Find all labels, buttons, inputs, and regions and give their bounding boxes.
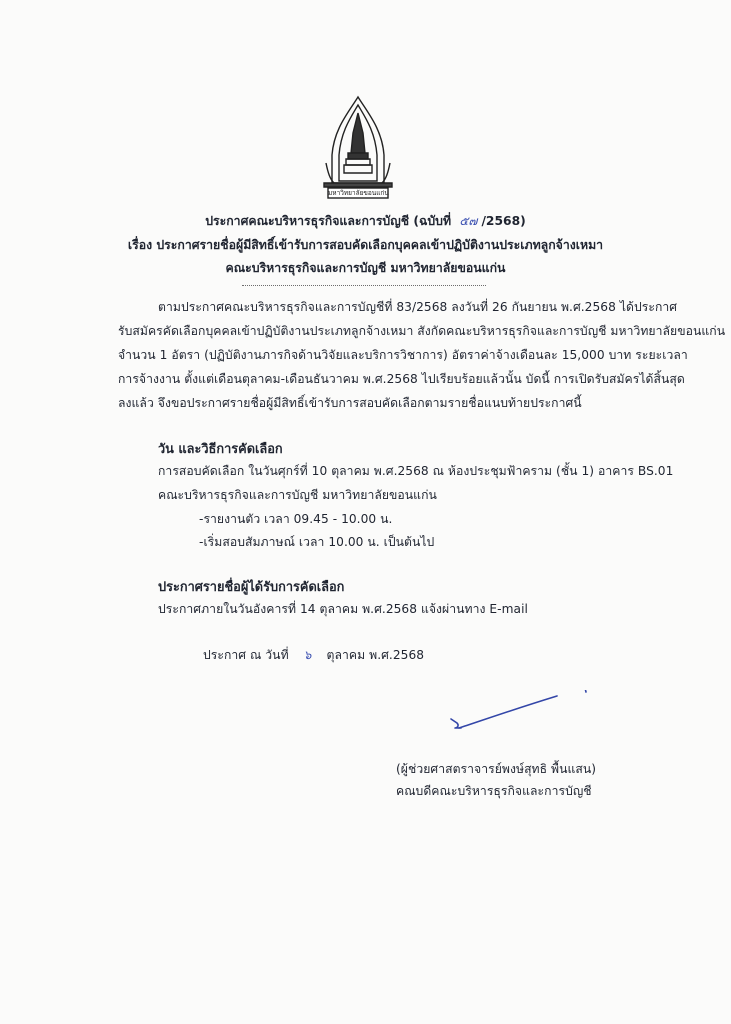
intro-line: จำนวน 1 อัตรา (ปฏิบัติงานภารกิจด้านวิจัยและบริการวิชาการ) อัตราค่าจ้างเดือนละ 15,000 บาท ระยะเวลา	[118, 348, 688, 362]
header-divider	[242, 285, 486, 286]
intro-line: ตามประกาศคณะบริหารธุรกิจและการบัญชีที่ 83/2568 ลงวันที่ 26 กันยายน พ.ศ.2568 ได้ประกาศ	[158, 300, 678, 314]
selection-line: การสอบคัดเลือก ในวันศุกร์ที่ 10 ตุลาคม พ.ศ.2568 ณ ห้องประชุมฟ้าคราม (ชั้น 1) อาคาร BS.01	[158, 464, 674, 478]
date-suffix: ตุลาคม พ.ศ.2568	[326, 648, 425, 662]
signatory-title: คณบดีคณะบริหารธุรกิจและการบัญชี	[396, 784, 592, 798]
selection-item-interview: -เริ่มสอบสัมภาษณ์ เวลา 10.00 น. เป็นต้นไป	[199, 535, 435, 549]
intro-line: รับสมัครคัดเลือกบุคคลเข้าปฏิบัติงานประเภทลูกจ้างเหมา สังกัดคณะบริหารธุรกิจและการบัญชี มหาวิทยาลัยขอนแก่น	[118, 324, 726, 338]
announce-date	[203, 646, 424, 665]
header-title-prefix: ประกาศคณะบริหารธุรกิจและการบัญชี (ฉบับที่	[205, 214, 452, 228]
selection-title: วัน และวิธีการคัดเลือก	[158, 442, 283, 457]
logo-caption: มหาวิทยาลัยขอนแก่น	[328, 189, 389, 197]
date-day: ๖	[303, 648, 312, 662]
header-line-1	[0, 212, 731, 231]
university-seal-icon	[322, 93, 394, 201]
announce-line: ประกาศภายในวันอังคารที่ 14 ตุลาคม พ.ศ.2568 แจ้งผ่านทาง E-mail	[158, 602, 528, 616]
header-subject: เรื่อง ประกาศรายชื่อผู้มีสิทธิ์เข้ารับการสอบคัดเลือกบุคคลเข้าปฏิบัติงานประเภทลูกจ้างเหมา	[127, 238, 604, 252]
header-title-suffix: /2568)	[481, 214, 526, 228]
issue-number: ๕๗	[459, 214, 478, 228]
intro-line: ลงแล้ว จึงขอประกาศรายชื่อผู้มีสิทธิ์เข้ารับการสอบคัดเลือกตามรายชื่อแนบท้ายประกาศนี้	[118, 396, 582, 410]
header-faculty: คณะบริหารธุรกิจและการบัญชี มหาวิทยาลัยขอนแก่น	[225, 261, 506, 275]
handwritten-signature	[445, 690, 595, 738]
signatory-name: (ผู้ช่วยศาสตราจารย์พงษ์สุทธิ พื้นแสน)	[396, 762, 597, 776]
selection-line: คณะบริหารธุรกิจและการบัญชี มหาวิทยาลัยขอนแก่น	[158, 488, 437, 502]
selection-item-report: -รายงานตัว เวลา 09.45 - 10.00 น.	[199, 512, 393, 526]
date-prefix: ประกาศ ณ วันที่	[203, 648, 289, 662]
announce-title: ประกาศรายชื่อผู้ได้รับการคัดเลือก	[158, 580, 345, 595]
intro-line: การจ้างงาน ตั้งแต่เดือนตุลาคม-เดือนธันวาคม พ.ศ.2568 ไปเรียบร้อยแล้วนั้น บัดนี้ การเปิดรับสมัครได้สิ้นสุด	[118, 372, 685, 386]
